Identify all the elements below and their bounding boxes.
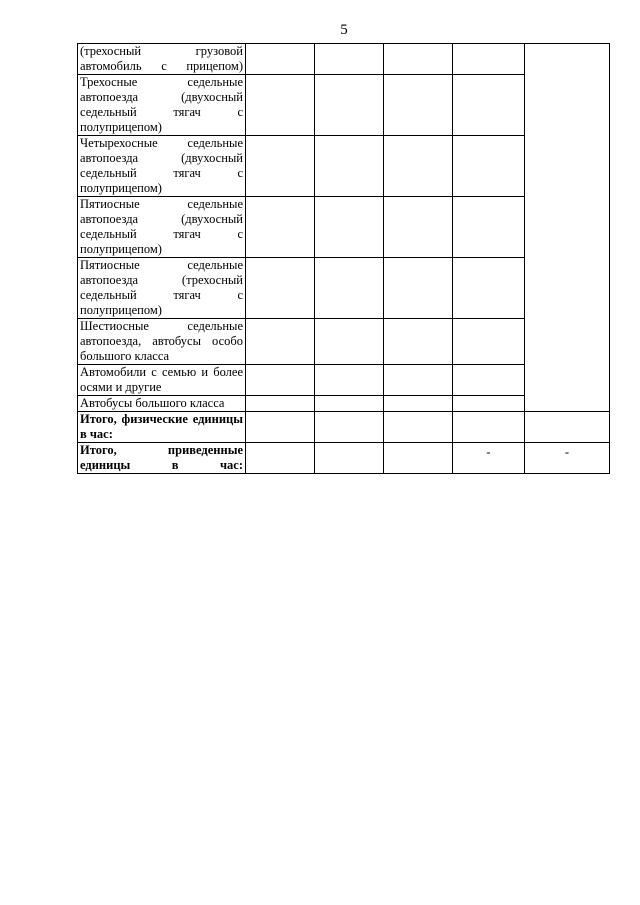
table-cell bbox=[315, 44, 384, 75]
table-cell bbox=[453, 136, 525, 197]
traffic-table bbox=[77, 43, 610, 474]
table-row bbox=[78, 44, 610, 75]
table-cell bbox=[453, 412, 525, 443]
dash-cell bbox=[453, 443, 525, 474]
table-cell bbox=[384, 44, 453, 75]
table-cell bbox=[246, 136, 315, 197]
table-cell bbox=[246, 443, 315, 474]
table-cell bbox=[246, 44, 315, 75]
table-cell bbox=[453, 258, 525, 319]
dash-cell bbox=[525, 443, 610, 474]
table-cell bbox=[315, 258, 384, 319]
row-label: Трехосные седельные автопоезда (двухосный седельный тягач с полуприцепом) bbox=[78, 75, 246, 136]
table-cell bbox=[384, 75, 453, 136]
row-label: Пятиосные седельные автопоезда (двухосный седельный тягач с полуприцепом) bbox=[78, 197, 246, 258]
table-cell bbox=[453, 396, 525, 412]
table-cell bbox=[315, 396, 384, 412]
table-cell bbox=[384, 396, 453, 412]
total-physical-label: Итого, физические единицы в час: bbox=[78, 412, 246, 443]
table-cell bbox=[246, 412, 315, 443]
row-label: Автомобили с семью и более осями и другие bbox=[78, 365, 246, 396]
row-label: Шестиосные седельные автопоезда, автобусы особо большого класса bbox=[78, 319, 246, 365]
row-label: (трехосный грузовой автомобиль с прицепом) bbox=[78, 44, 246, 75]
total-physical-row bbox=[78, 412, 610, 443]
table-cell bbox=[453, 365, 525, 396]
table-cell bbox=[384, 197, 453, 258]
table-cell bbox=[315, 319, 384, 365]
table-cell bbox=[384, 365, 453, 396]
table-cell bbox=[453, 75, 525, 136]
total-reduced-label: Итого, приведенные единицы в час: bbox=[78, 443, 246, 474]
table-cell bbox=[384, 412, 453, 443]
total-reduced-row bbox=[78, 443, 610, 474]
table-cell bbox=[246, 365, 315, 396]
table-cell bbox=[315, 136, 384, 197]
table-cell bbox=[315, 197, 384, 258]
table-cell bbox=[453, 197, 525, 258]
table-cell bbox=[246, 258, 315, 319]
table-cell bbox=[246, 396, 315, 412]
row-label: Автобусы большого класса bbox=[78, 396, 246, 412]
table-cell bbox=[315, 443, 384, 474]
row-label: Четырехосные седельные автопоезда (двухосный седельный тягач с полуприцепом) bbox=[78, 136, 246, 197]
table-cell bbox=[315, 75, 384, 136]
table-cell bbox=[246, 75, 315, 136]
row-label: Пятиосные седельные автопоезда (трехосный седельный тягач с полуприцепом) bbox=[78, 258, 246, 319]
table-cell bbox=[246, 319, 315, 365]
dash-value: - bbox=[564, 445, 570, 459]
table-cell bbox=[453, 319, 525, 365]
page-number: 5 bbox=[340, 22, 348, 38]
dash-value: - bbox=[486, 445, 491, 459]
table-cell bbox=[315, 412, 384, 443]
table-cell bbox=[384, 443, 453, 474]
table-cell bbox=[384, 136, 453, 197]
table-cell bbox=[525, 412, 610, 443]
table-cell bbox=[453, 44, 525, 75]
table-cell bbox=[315, 365, 384, 396]
table-cell bbox=[384, 319, 453, 365]
table-cell bbox=[384, 258, 453, 319]
table-cell bbox=[246, 197, 315, 258]
merged-cell bbox=[525, 44, 610, 412]
